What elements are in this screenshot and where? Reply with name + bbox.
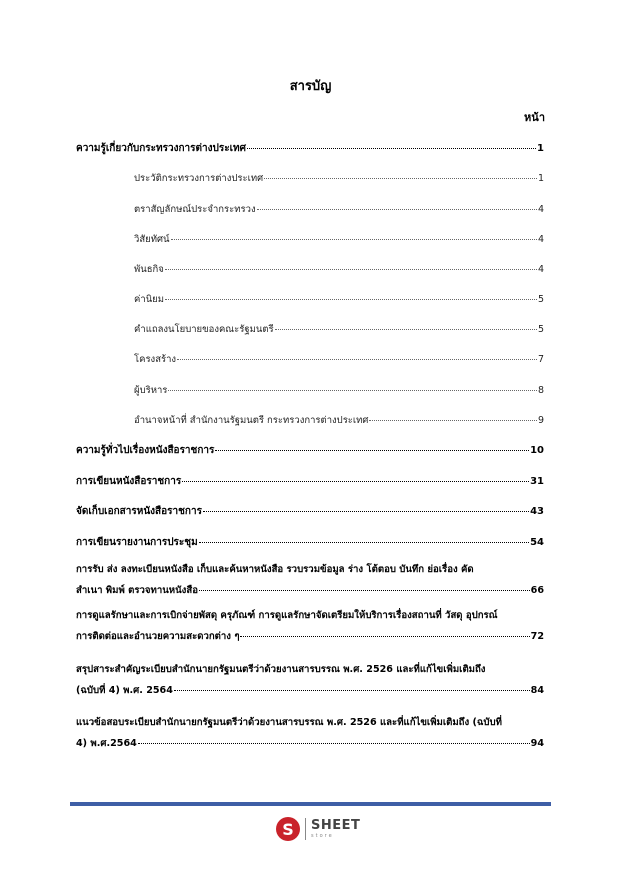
toc-entry-title-line1: สรุปสาระสำคัญระเบียบสำนักนายกรัฐมนตรีว่าด้วยงานสารบรรณ พ.ศ. 2526 และที่แก้ไขเพิ่มเติมถึง — [76, 664, 486, 675]
toc-entry-title-line1: การรับ ส่ง ลงทะเบียนหนังสือ เก็บและค้นหาหนังสือ รวบรวมข้อมูล ร่าง โต้ตอบ บันทึก ย่อเรื่อง คัด — [76, 564, 474, 575]
toc-entry-title: พันธกิจ — [134, 264, 164, 275]
toc-entry-title: การติดต่อและอำนวยความสะดวกต่าง ๆ — [76, 631, 240, 642]
toc-entry-title: โครงสร้าง — [134, 354, 177, 365]
toc-entry-page: 7 — [537, 354, 544, 365]
toc-entry-page: 84 — [530, 685, 544, 696]
toc-entry-title: ผู้บริหาร — [134, 385, 168, 396]
toc-entry-title: อำนาจหน้าที่ สำนักงานรัฐมนตรี กระทรวงการต่างประเทศ — [134, 415, 369, 426]
toc-entry-title-line1: แนวข้อสอบระเบียบสำนักนายกรัฐมนตรีว่าด้วยงานสารบรรณ พ.ศ. 2526 และที่แก้ไขเพิ่มเติมถึง (ฉบับที่ — [76, 717, 502, 728]
toc-entry-title: จัดเก็บเอกสารหนังสือราชการ — [76, 506, 202, 517]
toc-entry-page: 66 — [530, 585, 544, 596]
toc-entry-page: 5 — [537, 294, 544, 305]
logo-sub: store — [311, 833, 334, 839]
toc-entry[interactable] — [76, 501, 544, 520]
logo-word: SHEET — [311, 818, 361, 833]
page-column-label: หน้า — [524, 111, 545, 124]
toc-entry-title: การเขียนรายงานการประชุม — [76, 537, 198, 548]
toc-subentry[interactable] — [134, 199, 544, 218]
toc-entry-page: 43 — [530, 506, 544, 517]
toc-entry-title: สำเนา พิมพ์ ตรวจทานหนังสือ — [76, 585, 198, 596]
toc-entry-page: 8 — [537, 385, 544, 396]
toc-subentry[interactable] — [134, 319, 544, 338]
toc-entry[interactable] — [76, 532, 544, 551]
toc-entry-title: ค่านิยม — [134, 294, 165, 305]
toc-entry-title: ความรู้ทั่วไปเรื่องหนังสือราชการ — [76, 445, 215, 456]
toc-entry-title: การเขียนหนังสือราชการ — [76, 476, 182, 487]
toc-entry-page: 31 — [530, 476, 544, 487]
toc-entry-page: 4 — [537, 264, 544, 275]
toc-entry[interactable] — [76, 606, 544, 647]
toc-subentry[interactable] — [134, 289, 544, 308]
toc-subentry[interactable] — [134, 410, 544, 429]
toc-subentry[interactable] — [134, 229, 544, 248]
toc-entry-page: 9 — [537, 415, 544, 426]
toc-entry[interactable] — [76, 440, 544, 459]
toc-entry-title: (ฉบับที่ 4) พ.ศ. 2564 — [76, 685, 173, 696]
toc-entry-page: 1 — [537, 173, 544, 184]
page-title: สารบัญ — [289, 79, 332, 94]
toc-entry-page: 94 — [530, 738, 544, 749]
toc-entry-page: 1 — [537, 143, 544, 154]
toc-entry-title: วิสัยทัศน์ — [134, 234, 170, 245]
toc-entry[interactable] — [76, 560, 544, 601]
logo-wordmark — [311, 819, 360, 839]
toc-entry-page: 10 — [530, 445, 544, 456]
toc-entry-title: ความรู้เกี่ยวกับกระทรวงการต่างประเทศ — [76, 143, 246, 154]
toc-entry-title: ตราสัญลักษณ์ประจำกระทรวง — [134, 204, 256, 215]
logo-s-icon: S — [276, 817, 300, 841]
toc-entry-page: 5 — [537, 324, 544, 335]
toc-subentry[interactable] — [134, 259, 544, 278]
toc-entry-title-line1: การดูแลรักษาและการเบิกจ่ายพัสดุ ครุภัณฑ์ การดูแลรักษาจัดเตรียมให้บริการเรื่องสถานที่ วัสดุ อุปกรณ์ — [76, 610, 498, 621]
toc-entry-title: 4) พ.ศ.2564 — [76, 738, 137, 749]
logo-separator — [305, 818, 306, 840]
footer-divider — [70, 802, 551, 806]
toc-entry-page: 72 — [530, 631, 544, 642]
toc-entry[interactable] — [76, 660, 544, 701]
toc-entry-title: ประวัติกระทรวงการต่างประเทศ — [134, 173, 264, 184]
toc-subentry[interactable] — [134, 168, 544, 187]
toc-subentry[interactable] — [134, 380, 544, 399]
toc-entry-page: 4 — [537, 234, 544, 245]
toc-entry[interactable] — [76, 138, 544, 157]
sheet-store-logo — [276, 815, 360, 843]
toc-entry-page: 54 — [530, 537, 544, 548]
toc-entry-page: 4 — [537, 204, 544, 215]
toc-subentry[interactable] — [134, 349, 544, 368]
toc-entry[interactable] — [76, 471, 544, 490]
toc-entry[interactable] — [76, 713, 544, 754]
toc-entry-title: คำแถลงนโยบายของคณะรัฐมนตรี — [134, 324, 274, 335]
